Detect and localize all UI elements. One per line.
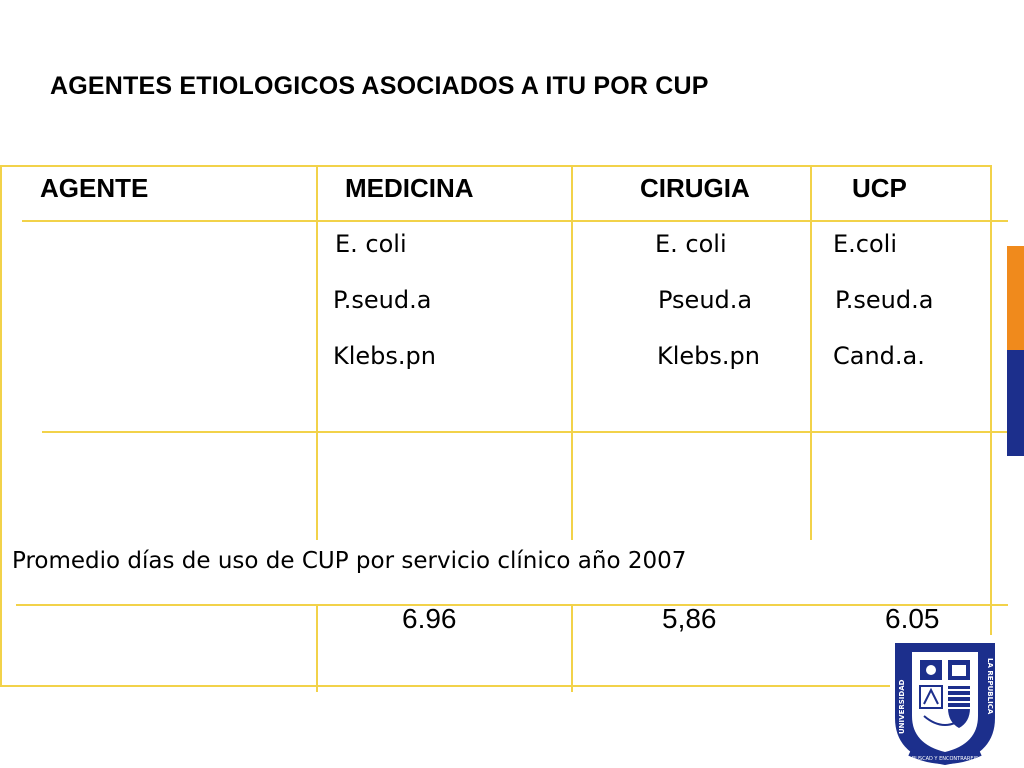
accent-bar-orange xyxy=(1007,246,1024,350)
logo-motto: BUSCAD Y ENCONTRAREIS xyxy=(911,756,979,762)
university-crest-logo xyxy=(890,638,1000,766)
medicina-item: P.seud.a xyxy=(333,286,432,314)
table-bottom-border xyxy=(0,685,890,687)
ucp-item: P.seud.a xyxy=(835,286,934,314)
header-agente: AGENTE xyxy=(40,173,149,203)
column-divider-3 xyxy=(810,165,812,540)
logo-text-left: UNIVERSIDAD xyxy=(898,679,906,734)
header-cirugia: CIRUGIA xyxy=(640,173,750,203)
medicina-item: Klebs.pn xyxy=(333,342,436,370)
svg-text:LA REPUBLICA xyxy=(986,658,994,715)
logo-text-right: LA REPUBLICA xyxy=(986,658,994,715)
caption-divider xyxy=(16,604,1008,606)
column-divider-1-lower xyxy=(316,604,318,692)
svg-text:UNIVERSIDAD xyxy=(898,679,906,734)
accent-bar-blue xyxy=(1007,350,1024,456)
table-right-border xyxy=(990,165,992,635)
ucp-item: E.coli xyxy=(833,230,898,258)
header-medicina: MEDICINA xyxy=(345,173,474,203)
header-ucp: UCP xyxy=(852,173,907,203)
table-top-border xyxy=(0,165,992,167)
cirugia-item: Pseud.a xyxy=(658,286,753,314)
header-divider xyxy=(22,220,1008,222)
average-ucp: 6.05 xyxy=(885,603,940,634)
column-divider-1 xyxy=(316,165,318,540)
cirugia-item: Klebs.pn xyxy=(657,342,760,370)
medicina-item: E. coli xyxy=(335,230,407,258)
slide-title: AGENTES ETIOLOGICOS ASOCIADOS A ITU POR CUP xyxy=(50,72,709,100)
table-left-border xyxy=(0,165,2,687)
column-divider-2 xyxy=(571,165,573,540)
average-cirugia: 5,86 xyxy=(662,603,717,634)
column-divider-2-lower xyxy=(571,604,573,692)
row-divider xyxy=(42,431,1024,433)
cirugia-item: E. coli xyxy=(655,230,727,258)
average-medicina: 6.96 xyxy=(402,603,457,634)
average-days-caption: Promedio días de uso de CUP por servicio clínico año 2007 xyxy=(12,548,687,574)
ucp-item: Cand.a. xyxy=(833,342,925,370)
